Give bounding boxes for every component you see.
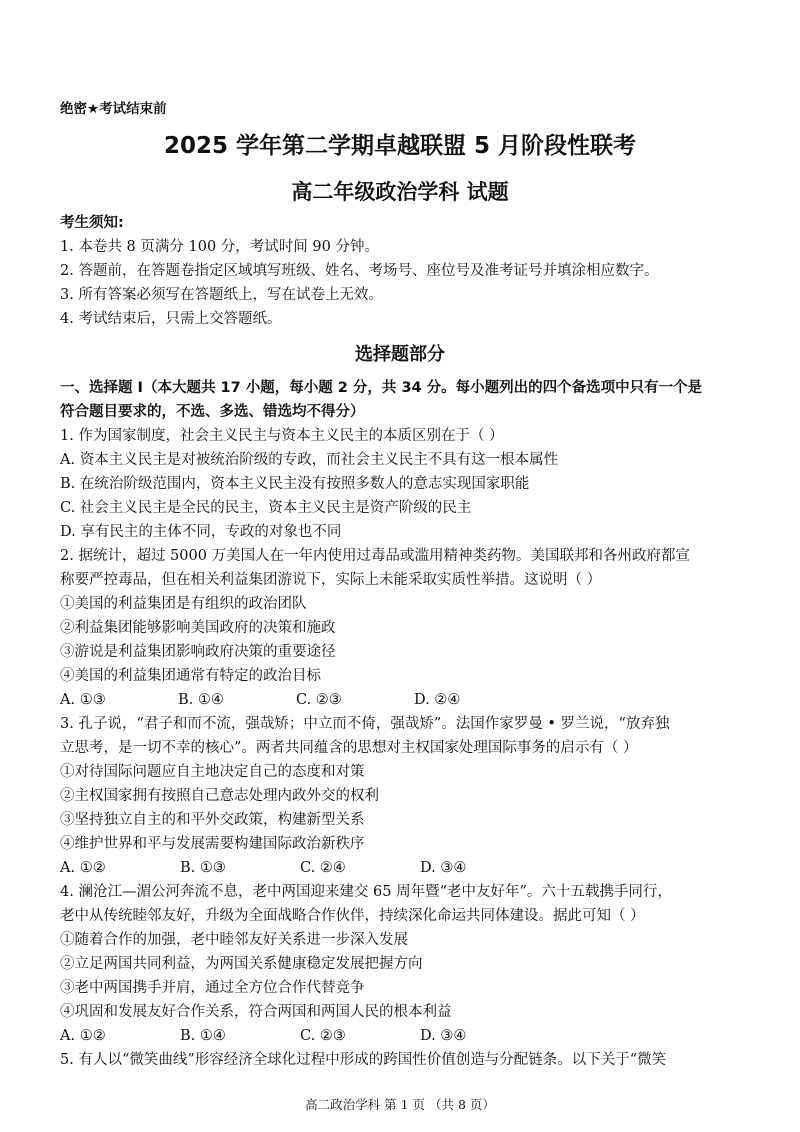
statement-item: ③老中两国携手并肩，通过全方位合作代替竞争 — [60, 980, 365, 996]
confidential-label: 绝密★考试结束前 — [60, 101, 167, 117]
choice-d: D. ②④ — [414, 692, 461, 708]
notice-item: 3. 所有答案必须写在答题纸上，写在试卷上无效。 — [60, 287, 383, 303]
choice-a: A. ①③ — [60, 692, 106, 708]
section-title: 选择题部分 — [355, 344, 445, 365]
question-stem: 5. 有人以“微笑曲线”形容经济全球化过程中形成的跨国性价值创造与分配链条。以下关于“微笑 — [60, 1052, 667, 1068]
answer-choices — [60, 1025, 466, 1047]
statement-item: ③游说是利益集团影响政府决策的重要途径 — [60, 644, 336, 660]
question-option: D. 享有民主的主体不同，专政的对象也不同 — [60, 524, 342, 540]
statement-item: ④美国的利益集团通常有特定的政治目标 — [60, 668, 321, 684]
part-instructions: 一、选择题 I（本大题共 17 小题，每小题 2 分，共 34 分。每小题列出的四个备选项中只有一个是 — [60, 380, 703, 396]
statement-item: ④巩固和发展友好合作关系，符合两国和两国人民的根本利益 — [60, 1004, 452, 1020]
choice-b: B. ①③ — [180, 860, 226, 876]
statement-item: ②利益集团能够影响美国政府的决策和施政 — [60, 620, 336, 636]
statement-item: ④维护世界和平与发展需要构建国际政治新秩序 — [60, 836, 365, 852]
question-option: B. 在统治阶级范围内，资本主义民主没有按照多数人的意志实现国家职能 — [60, 476, 530, 492]
statement-item: ①对待国际问题应自主地决定自己的态度和对策 — [60, 764, 365, 780]
choice-b: B. ①④ — [180, 1028, 226, 1044]
choice-c: C. ②③ — [296, 692, 342, 708]
notice-item: 1. 本卷共 8 页满分 100 分，考试时间 90 分钟。 — [60, 239, 379, 255]
notice-heading: 考生须知: — [60, 215, 124, 231]
statement-item: ①随着合作的加强，老中睦邻友好关系进一步深入发展 — [60, 932, 408, 948]
question-stem: 3. 孔子说，“君子和而不流，强哉矫；中立而不倚，强哉矫”。法国作家罗曼 • 罗兰说，“放弃独 — [60, 716, 670, 732]
question-option: A. 资本主义民主是对被统治阶级的专政，而社会主义民主不具有这一根本属性 — [60, 452, 559, 468]
exam-title: 2025 学年第二学期卓越联盟 5 月阶段性联考 — [163, 133, 637, 159]
question-stem: 4. 澜沧江—湄公河奔流不息，老中两国迎来建交 65 周年暨“老中友好年”。六十五载携手同行， — [60, 884, 672, 900]
notice-item: 4. 考试结束后，只需上交答题纸。 — [60, 311, 282, 327]
answer-choices — [60, 857, 466, 879]
question-option: C. 社会主义民主是全民的民主，资本主义民主是资产阶级的民主 — [60, 500, 472, 516]
question-stem: 老中从传统睦邻友好，升级为全面战略合作伙伴，持续深化命运共同体建设。据此可知（ ） — [60, 908, 645, 924]
choice-d: D. ③④ — [420, 860, 467, 876]
statement-item: ②立足两国共同利益，为两国关系健康稳定发展把握方向 — [60, 956, 423, 972]
part-instructions: 符合题目要求的，不选、多选、错选均不得分） — [60, 404, 365, 420]
notice-item: 2. 答题前，在答题卷指定区域填写班级、姓名、考场号、座位号及准考证号并填涂相应数字。 — [60, 263, 659, 279]
question-stem: 立思考，是一切不幸的核心”。两者共同蕴含的思想对主权国家处理国际事务的启示有（ ） — [60, 740, 638, 756]
choice-d: D. ③④ — [420, 1028, 467, 1044]
exam-subtitle: 高二年级政治学科 试题 — [291, 180, 509, 204]
statement-item: ②主权国家拥有按照自己意志处理内政外交的权利 — [60, 788, 379, 804]
question-stem: 1. 作为国家制度，社会主义民主与资本主义民主的本质区别在于（ ） — [60, 428, 504, 444]
choice-a: A. ①② — [60, 1028, 106, 1044]
choice-c: C. ②③ — [300, 1028, 346, 1044]
choice-b: B. ①④ — [178, 692, 224, 708]
page-footer: 高二政治学科 第 1 页 （共 8 页） — [305, 1097, 495, 1112]
question-stem: 2. 据统计，超过 5000 万美国人在一年内使用过毒品或滥用精神类药物。美国联邦和各州政府都宣 — [60, 548, 691, 564]
choice-c: C. ②④ — [300, 860, 346, 876]
question-stem: 称要严控毒品，但在相关利益集团游说下，实际上未能采取实质性举措。这说明（ ） — [60, 572, 602, 588]
statement-item: ③坚持独立自主的和平外交政策，构建新型关系 — [60, 812, 365, 828]
statement-item: ①美国的利益集团是有组织的政治团队 — [60, 596, 307, 612]
answer-choices — [60, 689, 460, 711]
choice-a: A. ①② — [60, 860, 106, 876]
